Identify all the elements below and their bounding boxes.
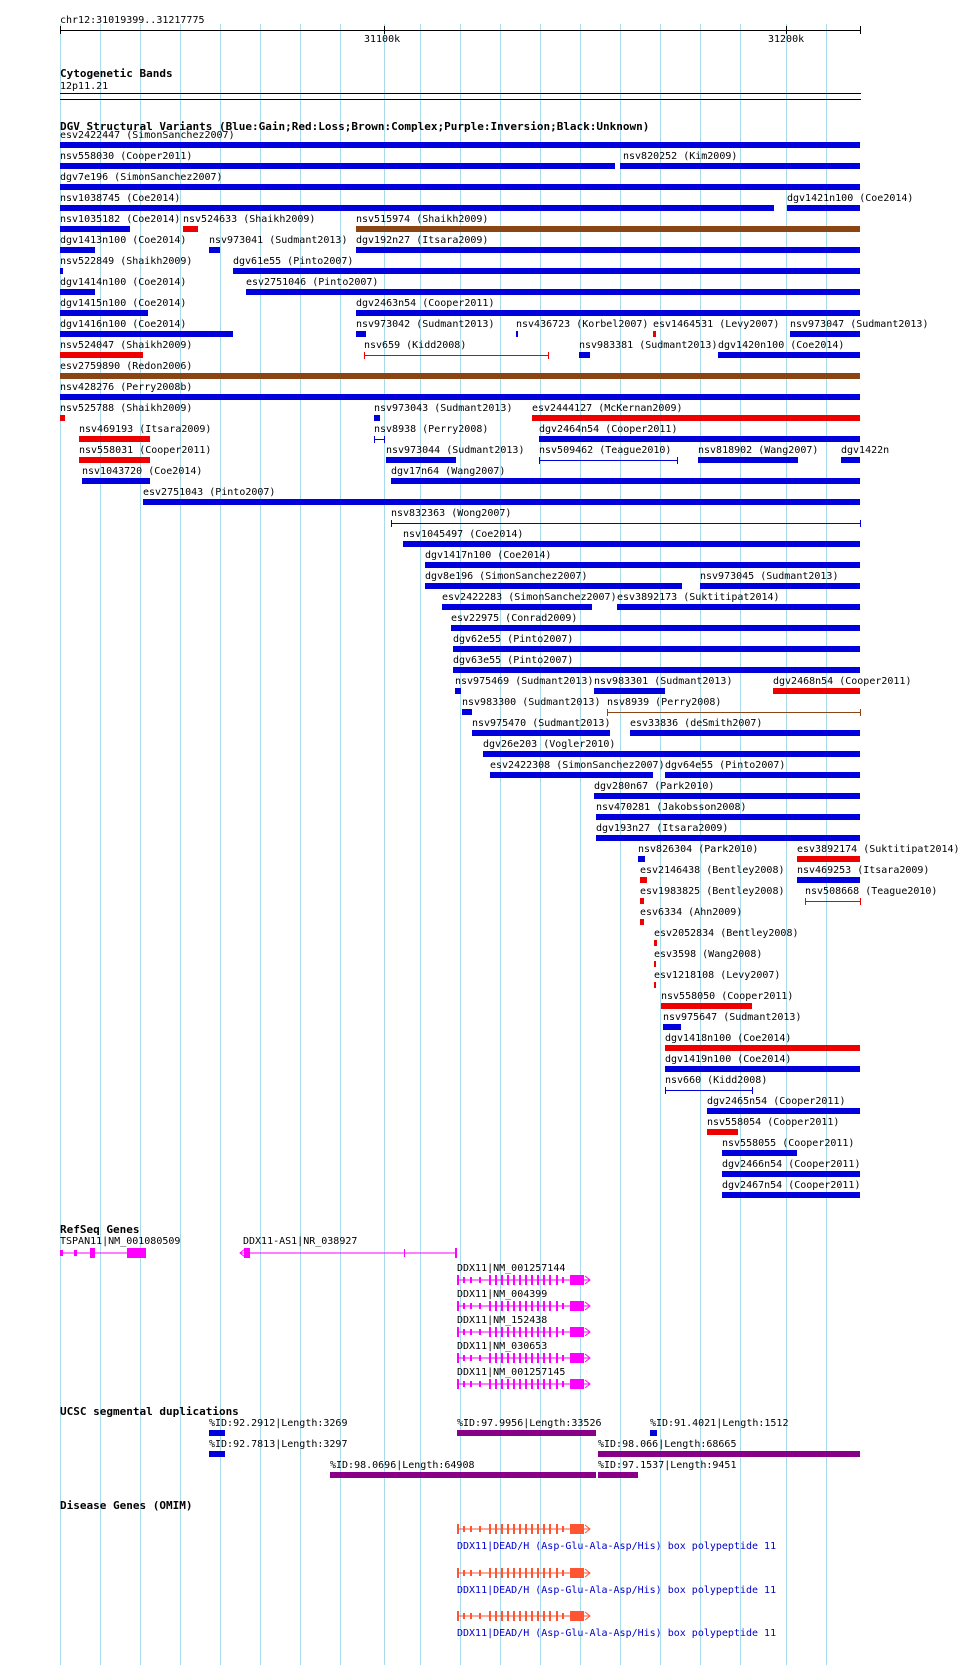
variant-label[interactable]: dgv2465n54 (Cooper2011) bbox=[707, 1096, 846, 1107]
variant-label[interactable]: dgv2467n54 (Cooper2011) bbox=[722, 1180, 861, 1191]
gene-label[interactable]: DDX11|NM_152438 bbox=[457, 1315, 548, 1326]
variant-label[interactable]: dgv1414n100 (Coe2014) bbox=[60, 277, 187, 288]
cytoband-line bbox=[60, 99, 861, 100]
variant-bar[interactable] bbox=[79, 436, 150, 442]
variant-bar[interactable] bbox=[773, 688, 860, 694]
variant-label[interactable]: esv2444127 (McKernan2009) bbox=[532, 403, 683, 414]
variant-label[interactable]: dgv62e55 (Pinto2007) bbox=[453, 634, 574, 645]
segdup-label[interactable]: %ID:97.1537|Length:9451 bbox=[598, 1460, 737, 1471]
variant-label[interactable]: nsv973047 (Sudmant2013) bbox=[790, 319, 929, 330]
variant-label[interactable]: nsv522849 (Shaikh2009) bbox=[60, 256, 193, 267]
variant-bar[interactable] bbox=[516, 331, 518, 337]
variant-bar[interactable] bbox=[654, 940, 657, 946]
variant-label[interactable]: nsv469193 (Itsara2009) bbox=[79, 424, 212, 435]
segdup-label[interactable]: %ID:92.2912|Length:3269 bbox=[209, 1418, 348, 1429]
variant-bar-end bbox=[391, 520, 392, 527]
variant-bar[interactable] bbox=[700, 583, 860, 589]
gene-glyph[interactable] bbox=[233, 1246, 464, 1260]
variant-label[interactable]: nsv558030 (Cooper2011) bbox=[60, 151, 193, 162]
variant-bar[interactable] bbox=[60, 205, 774, 211]
variant-bar[interactable] bbox=[209, 247, 220, 253]
variant-label[interactable]: dgv1422n bbox=[841, 445, 890, 456]
variant-bar-end bbox=[665, 1087, 666, 1094]
variant-bar[interactable] bbox=[79, 457, 150, 463]
track-title-dgv[interactable]: DGV Structural Variants (Blue:Gain;Red:Loss;Brown:Complex;Purple:Inversion;Black:Unknown) bbox=[60, 120, 650, 133]
gene-glyph[interactable] bbox=[450, 1299, 597, 1313]
variant-bar[interactable] bbox=[143, 499, 860, 505]
variant-label[interactable]: dgv64e55 (Pinto2007) bbox=[665, 760, 786, 771]
track-title-omim[interactable]: Disease Genes (OMIM) bbox=[60, 1499, 193, 1512]
variant-bar[interactable] bbox=[640, 919, 644, 925]
gene-label[interactable]: DDX11-AS1|NR_038927 bbox=[243, 1236, 358, 1247]
variant-label[interactable]: nsv975470 (Sudmant2013) bbox=[472, 718, 611, 729]
variant-label[interactable]: nsv436723 (Korbel2007) bbox=[516, 319, 649, 330]
variant-bar[interactable] bbox=[60, 289, 95, 295]
variant-bar[interactable] bbox=[425, 562, 860, 568]
variant-label[interactable]: nsv558054 (Cooper2011) bbox=[707, 1117, 840, 1128]
variant-bar[interactable] bbox=[386, 457, 456, 463]
variant-label[interactable]: nsv558050 (Cooper2011) bbox=[661, 991, 794, 1002]
variant-bar[interactable] bbox=[698, 457, 798, 463]
variant-label[interactable]: nsv983300 (Sudmant2013) bbox=[462, 697, 601, 708]
variant-bar[interactable] bbox=[640, 877, 647, 883]
gene-glyph[interactable] bbox=[450, 1351, 597, 1365]
variant-label[interactable]: esv2751046 (Pinto2007) bbox=[246, 277, 379, 288]
variant-label[interactable]: esv2422283 (SimonSanchez2007) bbox=[442, 592, 617, 603]
variant-bar[interactable] bbox=[60, 352, 143, 358]
variant-label[interactable]: dgv8e196 (SimonSanchez2007) bbox=[425, 571, 588, 582]
variant-bar[interactable] bbox=[707, 1108, 860, 1114]
variant-bar-end bbox=[364, 352, 365, 359]
variant-label[interactable]: esv2422447 (SimonSanchez2007) bbox=[60, 130, 235, 141]
variant-label[interactable]: dgv1417n100 (Coe2014) bbox=[425, 550, 552, 561]
gene-label[interactable]: DDX11|NM_001257144 bbox=[457, 1263, 566, 1274]
ruler-axis bbox=[60, 30, 861, 31]
variant-label[interactable]: nsv975469 (Sudmant2013) bbox=[455, 676, 594, 687]
variant-label[interactable]: esv6334 (Ahn2009) bbox=[640, 907, 743, 918]
segdup-label[interactable]: %ID:92.7813|Length:3297 bbox=[209, 1439, 348, 1450]
variant-label[interactable]: nsv508668 (Teague2010) bbox=[805, 886, 938, 897]
variant-label[interactable]: dgv2468n54 (Cooper2011) bbox=[773, 676, 912, 687]
variant-label[interactable]: dgv1415n100 (Coe2014) bbox=[60, 298, 187, 309]
variant-label[interactable]: nsv524633 (Shaikh2009) bbox=[183, 214, 316, 225]
variant-label[interactable]: nsv973041 (Sudmant2013) bbox=[209, 235, 348, 246]
variant-bar[interactable] bbox=[630, 730, 860, 736]
variant-bar[interactable] bbox=[707, 1129, 738, 1135]
variant-label[interactable]: esv3892173 (Suktitipat2014) bbox=[617, 592, 780, 603]
variant-bar[interactable] bbox=[60, 142, 860, 148]
ruler-end-tick bbox=[860, 26, 861, 34]
variant-bar[interactable] bbox=[60, 247, 95, 253]
track-title-segdup[interactable]: UCSC segmental duplications bbox=[60, 1405, 239, 1418]
variant-label[interactable]: esv33836 (deSmith2007) bbox=[630, 718, 763, 729]
variant-bar[interactable] bbox=[607, 712, 860, 713]
variant-bar-end bbox=[805, 898, 806, 905]
variant-label[interactable]: nsv973045 (Sudmant2013) bbox=[700, 571, 839, 582]
variant-bar-end bbox=[539, 457, 540, 464]
ruler-tick-label: 31100k bbox=[364, 34, 401, 45]
variant-label[interactable]: nsv975647 (Sudmant2013) bbox=[663, 1012, 802, 1023]
variant-bar[interactable] bbox=[654, 982, 656, 988]
variant-bar[interactable] bbox=[665, 1090, 752, 1091]
variant-bar[interactable] bbox=[356, 310, 860, 316]
variant-label[interactable]: nsv558031 (Cooper2011) bbox=[79, 445, 212, 456]
segdup-bar[interactable] bbox=[457, 1430, 596, 1436]
variant-label[interactable]: esv1464531 (Levy2007) bbox=[653, 319, 780, 330]
variant-bar[interactable] bbox=[722, 1192, 860, 1198]
cytoband-label: 12p11.21 bbox=[60, 81, 109, 92]
variant-bar[interactable] bbox=[841, 457, 860, 463]
variant-label[interactable]: dgv1419n100 (Coe2014) bbox=[665, 1054, 792, 1065]
variant-bar[interactable] bbox=[805, 901, 860, 902]
variant-label[interactable]: esv2751043 (Pinto2007) bbox=[143, 487, 276, 498]
variant-label[interactable]: dgv193n27 (Itsara2009) bbox=[596, 823, 729, 834]
variant-bar[interactable] bbox=[797, 877, 860, 883]
variant-label[interactable]: esv1983825 (Bentley2008) bbox=[640, 886, 785, 897]
grid-line bbox=[140, 24, 141, 1665]
track-title-cytoband[interactable]: Cytogenetic Bands bbox=[60, 67, 173, 80]
variant-label[interactable]: dgv2463n54 (Cooper2011) bbox=[356, 298, 495, 309]
variant-label[interactable]: esv2146438 (Bentley2008) bbox=[640, 865, 785, 876]
variant-bar[interactable] bbox=[356, 331, 366, 337]
variant-bar-end bbox=[677, 457, 678, 464]
variant-label[interactable]: nsv469253 (Itsara2009) bbox=[797, 865, 930, 876]
ruler-tick-label: 31200k bbox=[768, 34, 805, 45]
variant-label[interactable]: nsv525788 (Shaikh2009) bbox=[60, 403, 193, 414]
variant-label[interactable]: nsv1038745 (Coe2014) bbox=[60, 193, 181, 204]
variant-label[interactable]: esv1218108 (Levy2007) bbox=[654, 970, 781, 981]
segdup-bar[interactable] bbox=[330, 1472, 596, 1478]
variant-bar[interactable] bbox=[620, 163, 860, 169]
variant-label[interactable]: nsv428276 (Perry2008b) bbox=[60, 382, 193, 393]
variant-label[interactable]: nsv558055 (Cooper2011) bbox=[722, 1138, 855, 1149]
variant-bar[interactable] bbox=[60, 310, 148, 316]
variant-label[interactable]: nsv1035182 (Coe2014) bbox=[60, 214, 181, 225]
variant-bar[interactable] bbox=[442, 604, 592, 610]
variant-bar[interactable] bbox=[594, 793, 860, 799]
variant-bar[interactable] bbox=[617, 604, 860, 610]
variant-bar[interactable] bbox=[60, 268, 63, 274]
variant-label[interactable]: esv2422308 (SimonSanchez2007) bbox=[490, 760, 665, 771]
variant-bar-end bbox=[860, 709, 861, 716]
variant-bar[interactable] bbox=[579, 352, 590, 358]
variant-label[interactable]: dgv63e55 (Pinto2007) bbox=[453, 655, 574, 666]
variant-bar[interactable] bbox=[60, 331, 233, 337]
omim-gene-glyph[interactable] bbox=[450, 1609, 597, 1623]
variant-bar[interactable] bbox=[246, 289, 860, 295]
segdup-label[interactable]: %ID:98.066|Length:68665 bbox=[598, 1439, 737, 1450]
omim-label[interactable]: DDX11|DEAD/H (Asp-Glu-Ala-Asp/His) box polypeptide 11 bbox=[457, 1541, 777, 1552]
variant-bar-end bbox=[860, 898, 861, 905]
gene-label[interactable]: TSPAN11|NM_001080509 bbox=[60, 1236, 181, 1247]
variant-bar[interactable] bbox=[539, 436, 860, 442]
gene-glyph[interactable] bbox=[450, 1325, 597, 1339]
variant-bar[interactable] bbox=[722, 1171, 860, 1177]
variant-bar[interactable] bbox=[472, 730, 610, 736]
variant-label[interactable]: nsv660 (Kidd2008) bbox=[665, 1075, 768, 1086]
segdup-label[interactable]: %ID:98.0696|Length:64908 bbox=[330, 1460, 475, 1471]
variant-bar[interactable] bbox=[403, 541, 860, 547]
variant-label[interactable]: dgv280n67 (Park2010) bbox=[594, 781, 715, 792]
gene-label[interactable]: DDX11|NM_004399 bbox=[457, 1289, 548, 1300]
gene-label[interactable]: DDX11|NM_030653 bbox=[457, 1341, 548, 1352]
variant-bar[interactable] bbox=[665, 1045, 860, 1051]
variant-bar[interactable] bbox=[60, 163, 615, 169]
variant-bar[interactable] bbox=[82, 478, 150, 484]
grid-line bbox=[180, 24, 181, 1665]
variant-bar[interactable] bbox=[451, 625, 860, 631]
variant-bar[interactable] bbox=[453, 646, 860, 652]
variant-label[interactable]: nsv8938 (Perry2008) bbox=[374, 424, 489, 435]
variant-bar[interactable] bbox=[455, 688, 461, 694]
variant-bar-end bbox=[752, 1087, 753, 1094]
variant-label[interactable]: nsv509462 (Teague2010) bbox=[539, 445, 672, 456]
variant-bar[interactable] bbox=[60, 226, 130, 232]
variant-bar[interactable] bbox=[374, 439, 384, 440]
gene-label[interactable]: DDX11|NM_001257145 bbox=[457, 1367, 566, 1378]
variant-label[interactable]: dgv7e196 (SimonSanchez2007) bbox=[60, 172, 223, 183]
variant-bar[interactable] bbox=[462, 709, 472, 715]
omim-label[interactable]: DDX11|DEAD/H (Asp-Glu-Ala-Asp/His) box polypeptide 11 bbox=[457, 1585, 777, 1596]
variant-bar[interactable] bbox=[790, 331, 860, 337]
variant-label[interactable]: nsv826304 (Park2010) bbox=[638, 844, 759, 855]
variant-label[interactable]: dgv192n27 (Itsara2009) bbox=[356, 235, 489, 246]
variant-label[interactable]: nsv818902 (Wang2007) bbox=[698, 445, 819, 456]
variant-label[interactable]: nsv1045497 (Coe2014) bbox=[403, 529, 524, 540]
variant-bar[interactable] bbox=[596, 835, 860, 841]
variant-bar[interactable] bbox=[356, 226, 860, 232]
variant-bar[interactable] bbox=[490, 772, 653, 778]
variant-bar[interactable] bbox=[364, 355, 548, 356]
variant-bar[interactable] bbox=[183, 226, 198, 232]
variant-label[interactable]: nsv515974 (Shaikh2009) bbox=[356, 214, 489, 225]
variant-label[interactable]: esv2759890 (Redon2006) bbox=[60, 361, 193, 372]
variant-bar[interactable] bbox=[797, 856, 860, 862]
variant-bar[interactable] bbox=[60, 373, 860, 379]
segdup-bar[interactable] bbox=[209, 1451, 225, 1457]
variant-bar[interactable] bbox=[653, 331, 656, 337]
variant-label[interactable]: dgv26e203 (Vogler2010) bbox=[483, 739, 616, 750]
variant-bar-end bbox=[374, 436, 375, 443]
variant-bar[interactable] bbox=[718, 352, 860, 358]
variant-bar[interactable] bbox=[638, 856, 645, 862]
gene-glyph[interactable] bbox=[450, 1273, 597, 1287]
variant-label[interactable]: esv3892174 (Suktitipat2014) bbox=[797, 844, 960, 855]
variant-bar[interactable] bbox=[233, 268, 860, 274]
variant-label[interactable]: nsv659 (Kidd2008) bbox=[364, 340, 467, 351]
variant-bar[interactable] bbox=[60, 184, 860, 190]
variant-bar[interactable] bbox=[532, 415, 860, 421]
variant-bar[interactable] bbox=[661, 1003, 752, 1009]
variant-bar[interactable] bbox=[539, 460, 677, 461]
variant-label[interactable]: nsv820252 (Kim2009) bbox=[623, 151, 738, 162]
segdup-label[interactable]: %ID:91.4021|Length:1512 bbox=[650, 1418, 789, 1429]
variant-label[interactable]: nsv1043720 (Coe2014) bbox=[82, 466, 203, 477]
variant-bar[interactable] bbox=[722, 1150, 797, 1156]
variant-label[interactable]: dgv61e55 (Pinto2007) bbox=[233, 256, 354, 267]
variant-label[interactable]: nsv524047 (Shaikh2009) bbox=[60, 340, 193, 351]
variant-bar[interactable] bbox=[356, 247, 860, 253]
variant-label[interactable]: dgv1418n100 (Coe2014) bbox=[665, 1033, 792, 1044]
variant-bar[interactable] bbox=[60, 415, 65, 421]
variant-label[interactable]: esv2052834 (Bentley2008) bbox=[654, 928, 799, 939]
variant-bar[interactable] bbox=[665, 772, 860, 778]
variant-bar-end bbox=[860, 520, 861, 527]
variant-bar[interactable] bbox=[453, 667, 860, 673]
variant-bar-end bbox=[384, 436, 385, 443]
ruler-tick-31100k bbox=[384, 26, 385, 34]
variant-label[interactable]: esv3598 (Wang2008) bbox=[654, 949, 763, 960]
variant-label[interactable]: dgv2466n54 (Cooper2011) bbox=[722, 1159, 861, 1170]
variant-label[interactable]: dgv2464n54 (Cooper2011) bbox=[539, 424, 678, 435]
variant-bar[interactable] bbox=[663, 1024, 681, 1030]
variant-label[interactable]: nsv983301 (Sudmant2013) bbox=[594, 676, 733, 687]
omim-gene-glyph[interactable] bbox=[450, 1566, 597, 1580]
variant-label[interactable]: nsv973044 (Sudmant2013) bbox=[386, 445, 525, 456]
omim-gene-glyph[interactable] bbox=[450, 1522, 597, 1536]
segdup-bar[interactable] bbox=[650, 1430, 657, 1436]
variant-label[interactable]: esv22975 (Conrad2009) bbox=[451, 613, 578, 624]
variant-bar[interactable] bbox=[665, 1066, 860, 1072]
gene-glyph[interactable] bbox=[53, 1246, 153, 1260]
grid-line bbox=[100, 24, 101, 1665]
variant-label[interactable]: nsv832363 (Wong2007) bbox=[391, 508, 512, 519]
track-title-refseq[interactable]: RefSeq Genes bbox=[60, 1223, 140, 1236]
variant-bar[interactable] bbox=[787, 205, 860, 211]
variant-bar[interactable] bbox=[594, 688, 665, 694]
segdup-label[interactable]: %ID:97.9956|Length:33526 bbox=[457, 1418, 602, 1429]
variant-bar-end bbox=[607, 709, 608, 716]
variant-label[interactable]: dgv17n64 (Wang2007) bbox=[391, 466, 506, 477]
ruler-tick-31200k bbox=[786, 26, 787, 34]
segdup-bar[interactable] bbox=[598, 1472, 638, 1478]
variant-bar[interactable] bbox=[654, 961, 656, 967]
omim-label[interactable]: DDX11|DEAD/H (Asp-Glu-Ala-Asp/His) box polypeptide 11 bbox=[457, 1628, 777, 1639]
variant-label[interactable]: dgv1420n100 (Coe2014) bbox=[718, 340, 845, 351]
variant-bar[interactable] bbox=[60, 394, 860, 400]
variant-bar[interactable] bbox=[640, 898, 644, 904]
variant-label[interactable]: nsv470281 (Jakobsson2008) bbox=[596, 802, 747, 813]
variant-bar[interactable] bbox=[391, 478, 860, 484]
variant-bar[interactable] bbox=[483, 751, 860, 757]
ruler-start-tick bbox=[60, 26, 61, 34]
gene-glyph[interactable] bbox=[450, 1377, 597, 1391]
segdup-bar[interactable] bbox=[209, 1430, 225, 1436]
cytoband-line bbox=[60, 93, 861, 94]
ruler-position-label: chr12:31019399..31217775 bbox=[60, 15, 205, 26]
variant-label[interactable]: nsv973042 (Sudmant2013) bbox=[356, 319, 495, 330]
variant-label[interactable]: dgv1416n100 (Coe2014) bbox=[60, 319, 187, 330]
variant-bar-end bbox=[548, 352, 549, 359]
segdup-bar[interactable] bbox=[598, 1451, 860, 1457]
variant-bar[interactable] bbox=[391, 523, 860, 524]
variant-label[interactable]: nsv983381 (Sudmant2013) bbox=[579, 340, 718, 351]
variant-bar[interactable] bbox=[374, 415, 380, 421]
variant-bar[interactable] bbox=[596, 814, 860, 820]
variant-label[interactable]: nsv973043 (Sudmant2013) bbox=[374, 403, 513, 414]
variant-label[interactable]: nsv8939 (Perry2008) bbox=[607, 697, 722, 708]
variant-label[interactable]: dgv1421n100 (Coe2014) bbox=[787, 193, 914, 204]
variant-label[interactable]: dgv1413n100 (Coe2014) bbox=[60, 235, 187, 246]
variant-bar[interactable] bbox=[425, 583, 682, 589]
